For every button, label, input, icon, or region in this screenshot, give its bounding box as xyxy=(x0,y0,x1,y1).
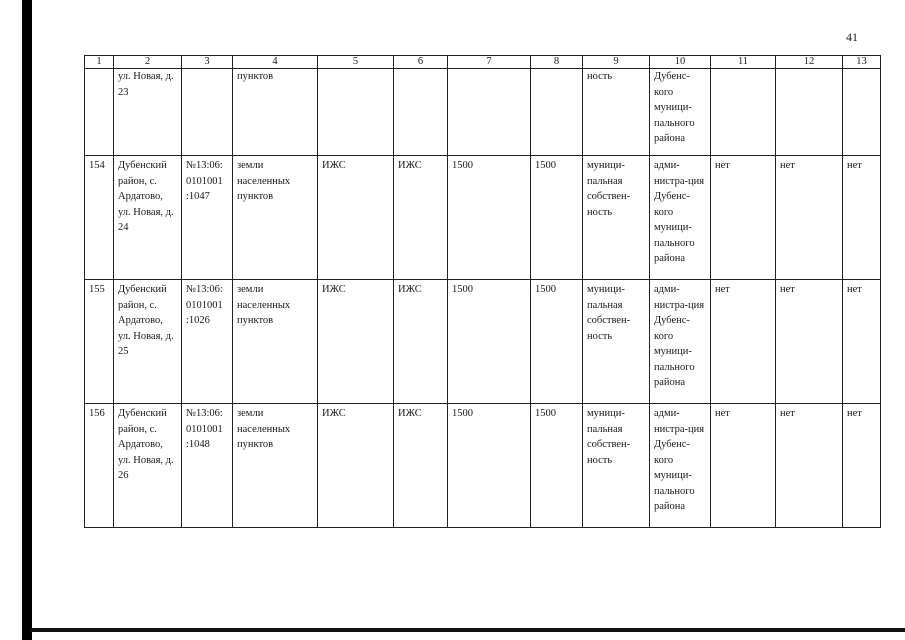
cell-holder: адми-нистра-ция Дубенс-кого муници-пального района xyxy=(650,404,711,528)
cell-value: 1500 xyxy=(531,280,583,404)
cell-use2 xyxy=(394,69,448,156)
column-header: 11 xyxy=(711,56,776,69)
cell-address: Дубенский район, с. Ардатово, ул. Новая, д. 26 xyxy=(114,404,182,528)
column-header: 12 xyxy=(776,56,843,69)
column-header: 2 xyxy=(114,56,182,69)
table-row xyxy=(85,156,881,280)
cell-area xyxy=(448,69,531,156)
column-header: 3 xyxy=(182,56,233,69)
cell-ownership: муници-пальная собствен-ность xyxy=(583,156,650,280)
cell-holder: адми-нистра-ция Дубенс-кого муници-пального района xyxy=(650,280,711,404)
cell-category: земли населенных пунктов xyxy=(233,280,318,404)
cell-c13: нет xyxy=(843,156,881,280)
cell-cadastral: №13:06: 0101001 :1026 xyxy=(182,280,233,404)
cell-holder: Дубенс-кого муници-пального района xyxy=(650,69,711,156)
table-row xyxy=(85,280,881,404)
column-header: 7 xyxy=(448,56,531,69)
cell-c13: нет xyxy=(843,404,881,528)
cell-category: пунктов xyxy=(233,69,318,156)
table-row xyxy=(85,404,881,528)
column-header: 5 xyxy=(318,56,394,69)
cell-number: 156 xyxy=(85,404,114,528)
cell-c13 xyxy=(843,69,881,156)
cell-c11: нет xyxy=(711,404,776,528)
cell-area: 1500 xyxy=(448,280,531,404)
page-number: 41 xyxy=(846,30,858,44)
cell-c12: нет xyxy=(776,280,843,404)
cell-address: ул. Новая, д. 23 xyxy=(114,69,182,156)
cell-address: Дубенский район, с. Ардатово, ул. Новая, д. 24 xyxy=(114,156,182,280)
cell-value: 1500 xyxy=(531,404,583,528)
cell-holder: адми-нистра-ция Дубенс-кого муници-пального района xyxy=(650,156,711,280)
cell-use: ИЖС xyxy=(318,404,394,528)
cell-address: Дубенский район, с. Ардатово, ул. Новая, д. 25 xyxy=(114,280,182,404)
cell-ownership: муници-пальная собствен-ность xyxy=(583,280,650,404)
cell-number xyxy=(85,69,114,156)
cell-area: 1500 xyxy=(448,156,531,280)
cell-c11: нет xyxy=(711,280,776,404)
scan-left-edge xyxy=(22,0,32,640)
cell-category: земли населенных пунктов xyxy=(233,156,318,280)
cell-c11 xyxy=(711,69,776,156)
column-header: 4 xyxy=(233,56,318,69)
cell-area: 1500 xyxy=(448,404,531,528)
property-register-table xyxy=(84,55,881,528)
cell-value xyxy=(531,69,583,156)
column-header: 10 xyxy=(650,56,711,69)
column-header: 1 xyxy=(85,56,114,69)
table-row-continuation xyxy=(85,69,881,156)
cell-c13: нет xyxy=(843,280,881,404)
cell-use2: ИЖС xyxy=(394,156,448,280)
cell-category: земли населенных пунктов xyxy=(233,404,318,528)
column-number-row xyxy=(85,56,881,69)
cell-number: 155 xyxy=(85,280,114,404)
cell-cadastral xyxy=(182,69,233,156)
cell-c11: нет xyxy=(711,156,776,280)
cell-cadastral: №13:06: 0101001 :1048 xyxy=(182,404,233,528)
cell-c12 xyxy=(776,69,843,156)
cell-cadastral: №13:06: 0101001 :1047 xyxy=(182,156,233,280)
cell-ownership: муници-пальная собствен-ность xyxy=(583,404,650,528)
cell-use2: ИЖС xyxy=(394,280,448,404)
cell-value: 1500 xyxy=(531,156,583,280)
cell-number: 154 xyxy=(85,156,114,280)
column-header: 13 xyxy=(843,56,881,69)
cell-use xyxy=(318,69,394,156)
cell-use: ИЖС xyxy=(318,156,394,280)
column-header: 6 xyxy=(394,56,448,69)
cell-use: ИЖС xyxy=(318,280,394,404)
cell-use2: ИЖС xyxy=(394,404,448,528)
cell-ownership: ность xyxy=(583,69,650,156)
scan-bottom-edge xyxy=(30,628,905,632)
column-header: 9 xyxy=(583,56,650,69)
column-header: 8 xyxy=(531,56,583,69)
cell-c12: нет xyxy=(776,404,843,528)
cell-c12: нет xyxy=(776,156,843,280)
